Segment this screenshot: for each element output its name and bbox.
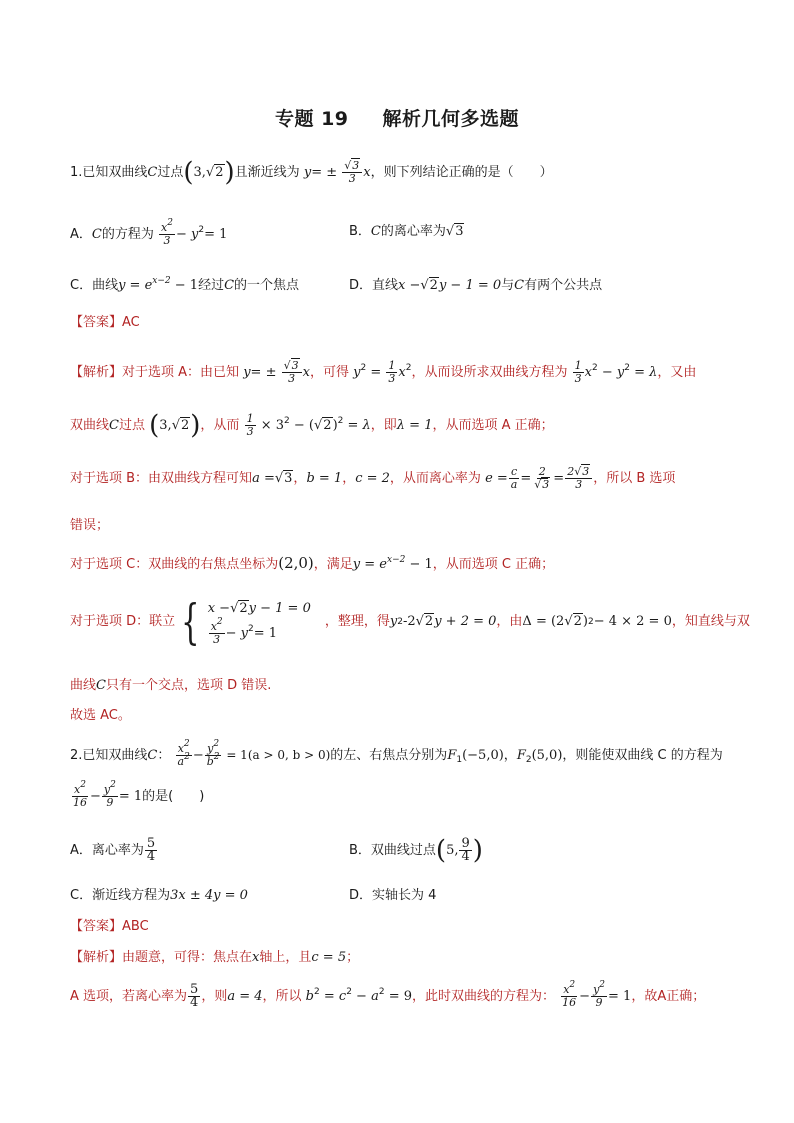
q1-conclusion: 故选 AC。 xyxy=(70,708,131,723)
q1-analysis-line-7: 曲线C只有一个交点，选项 D 错误. xyxy=(70,678,272,693)
q1-stem: 1.已知双曲线C过点(3,√2)且渐近线为 y= ± $\frac{√3}{3}$ x，则下列结论正确的是（ ） xyxy=(70,157,553,188)
q1-analysis-line-5: 对于选项 C：双曲线的右焦点坐标为(2,0)，满足$y = e^{x-2} - 1$，从而选项 C 正确； xyxy=(70,554,555,572)
q1-analysis-line-4: 错误； xyxy=(70,518,110,533)
q2-option-c: C．渐近线方程为3x ± 4y = 0 xyxy=(70,888,248,903)
q2-stem-line-2: $\frac{x^2}{16}$ − $\frac{y^2}{9}$ = 1的是( ) xyxy=(73,780,205,809)
q1-analysis-line-2: 双曲线C过点 (3,√2)，从而 $\frac{1}{3}$ × $3^2 - (√2)^2 = \lambda$，即λ = 1，从而选项 A 正确； xyxy=(70,410,554,441)
q1-option-a: A．C的方程为 $\frac{x^2}{3}$ − $y^2= 1$ xyxy=(70,218,228,247)
q2-analysis-line-1: 【解析】由题意，可得：焦点在x轴上，且c = 5； xyxy=(70,950,360,965)
q2-option-d: D．实轴长为 4 xyxy=(349,888,437,903)
q2-analysis-line-2: A 选项，若离心率为 $\frac{5}{4}$ ，则a = 4，所以 $b^2 = c^2 - a^2 = 9$，此时双曲线的方程为： $\frac{x^2}{16}$ − $\frac{y^2}{9}$ = 1，故A正确； xyxy=(70,980,706,1010)
equation-system: { x −√2y − 1 = 0 $\frac{x^2}{3}$ − $y^2= 1$ xyxy=(181,594,311,650)
q1-analysis-line-6: 对于选项 D：联立 { x −√2y − 1 = 0 $\frac{x^2}{3}$ − $y^2= 1$ ，整理，得 y 2 -2 √2 y + 2 = 0 ，由 Δ = (2 √2 ) 2 − 4 × 2 = 0 ，知直线与双 xyxy=(70,594,750,650)
page-title xyxy=(0,104,794,131)
q2-option-a: A．离心率为 $\frac{5}{4}$ xyxy=(70,836,156,864)
q2-stem-line-1: 2.已知双曲线C： $\frac{x^2}{a^2}$ − $\frac{y^2}{b^2}$ = 1(a > 0, b > 0)的左、右焦点分别为$F_1(-5,0)$，$F_2(5,0)$，则能使双曲线 C 的方程为 xyxy=(70,739,723,768)
q1-option-c: C．曲线$y = e^{x-2} - 1$经过C的一个焦点 xyxy=(70,276,300,293)
q1-option-d: D．直线x −√2y − 1 = 0与C有两个公共点 xyxy=(349,278,603,293)
title-topic: 解析几何多选题 xyxy=(382,108,520,130)
q2-answer: 【答案】ABC xyxy=(70,919,149,934)
q2-option-b: B．双曲线过点(5, $\frac{9}{4}$ ) xyxy=(349,835,483,866)
q1-analysis-line-1: 【解析】对于选项 A：由已知 y= ± $\frac{√3}{3}$ x，可得 $y^2$ = $\frac{1}{3}$ $x^2$，从而设所求双曲线方程为 $\frac{1}{3}$ $x^2 - y^2 = \lambda$，又由 xyxy=(70,359,697,385)
q1-analysis-line-3: 对于选项 B：由双曲线方程可知a =√3，b = 1，c = 2，从而离心率为 e = $\frac{c}{a}$ = $\frac{2}{√3}$ = $\frac{2√3}{3}$ ，所以 B 选项 xyxy=(70,465,676,491)
q1-option-b: B．C的离心率为√3 xyxy=(349,224,464,239)
q1-answer: 【答案】AC xyxy=(70,315,140,330)
title-number: 专题 19 xyxy=(274,108,349,130)
